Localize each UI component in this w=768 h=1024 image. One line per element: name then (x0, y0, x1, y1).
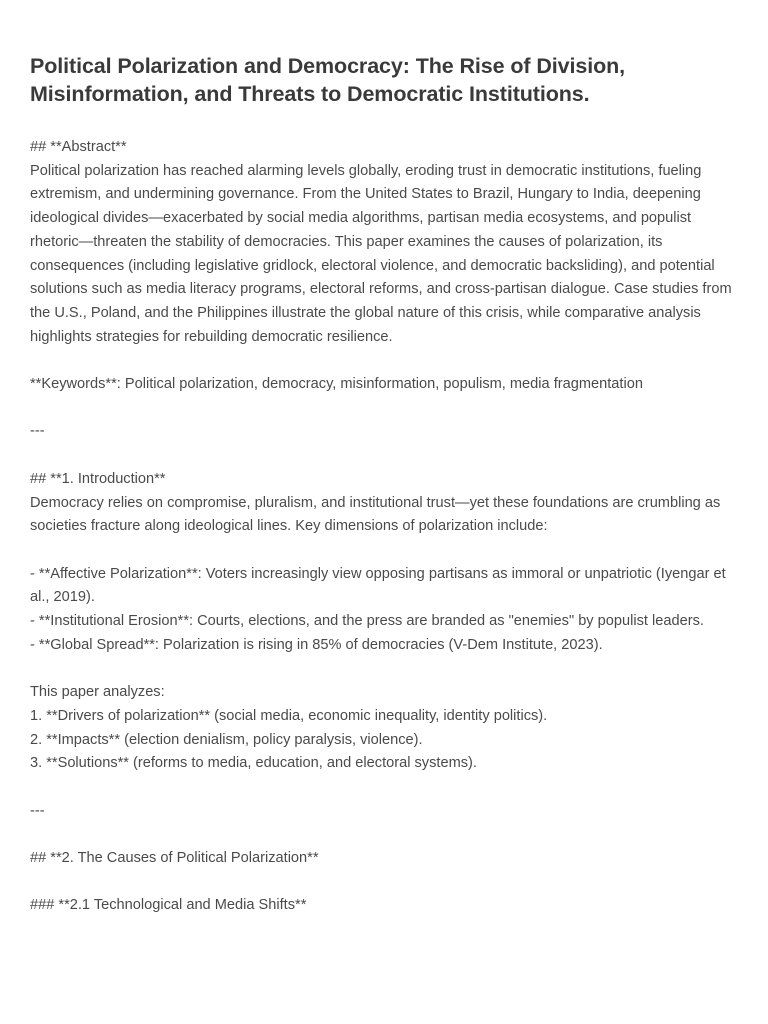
abstract-heading: ## **Abstract** (30, 139, 127, 155)
intro-paragraph: Democracy relies on compromise, pluralism, and institutional trust—yet these foundations are crumbling as societies fracture along ideological lines. Key dimensions of polarization include: (30, 494, 721, 535)
separator: --- (30, 423, 45, 440)
spacer (30, 657, 742, 681)
spacer (30, 397, 742, 421)
separator: --- (30, 802, 45, 819)
spacer (30, 776, 742, 800)
abstract-paragraph: Political polarization has reached alarming levels globally, eroding trust in democratic institutions, fueling extremism, and undermining governance. From the United States to Brazil, Hungary to India, deepening ideological divides—exacerbated by social media algorithms, partisan media ecosystems, and populist rhetoric—threaten the stability of democracies. This paper examines the causes of polarization, its consequences (including legislative gridlock, electoral violence, and democratic backsliding), and potential solutions such as media literacy programs, electoral reforms, and cross-partisan dialogue. Case studies from the U.S., Poland, and the Philippines illustrate the global nature of this crisis, while comparative analysis highlights strategies for rebuilding democratic resilience. (30, 162, 732, 345)
spacer (30, 539, 742, 563)
analyzes-item: 3. **Solutions** (reforms to media, education, and electoral systems). (30, 755, 477, 772)
spacer (30, 349, 742, 373)
analyzes-item: 1. **Drivers of polarization** (social media, economic inequality, identity politics). (30, 707, 548, 724)
document-page (30, 52, 742, 918)
analyzes-intro: This paper analyzes: (30, 684, 165, 701)
dimension-item: - **Global Spread**: Polarization is rising in 85% of democracies (V-Dem Institute, 2023). (30, 636, 603, 653)
analyzes-item: 2. **Impacts** (election denialism, policy paralysis, violence). (30, 731, 423, 748)
document-body (30, 136, 742, 918)
dimension-item: - **Affective Polarization**: Voters increasingly view opposing partisans as immoral or unpatriotic (Iyengar et al., 2019). (30, 565, 726, 606)
document-title: Political Polarization and Democracy: The Rise of Division, Misinformation, and Threats to Democratic Institutions. (30, 54, 626, 106)
spacer (30, 823, 742, 847)
intro-heading: ## **1. Introduction** (30, 470, 166, 487)
section21-heading: ### **2.1 Technological and Media Shifts** (30, 897, 307, 914)
keywords-line: **Keywords**: Political polarization, democracy, misinformation, populism, media fragmentation (30, 376, 643, 393)
spacer (30, 871, 742, 895)
spacer (30, 444, 742, 468)
section2-heading: ## **2. The Causes of Political Polarization** (30, 849, 319, 866)
dimension-item: - **Institutional Erosion**: Courts, elections, and the press are branded as "enemies" by populist leaders. (30, 613, 704, 629)
